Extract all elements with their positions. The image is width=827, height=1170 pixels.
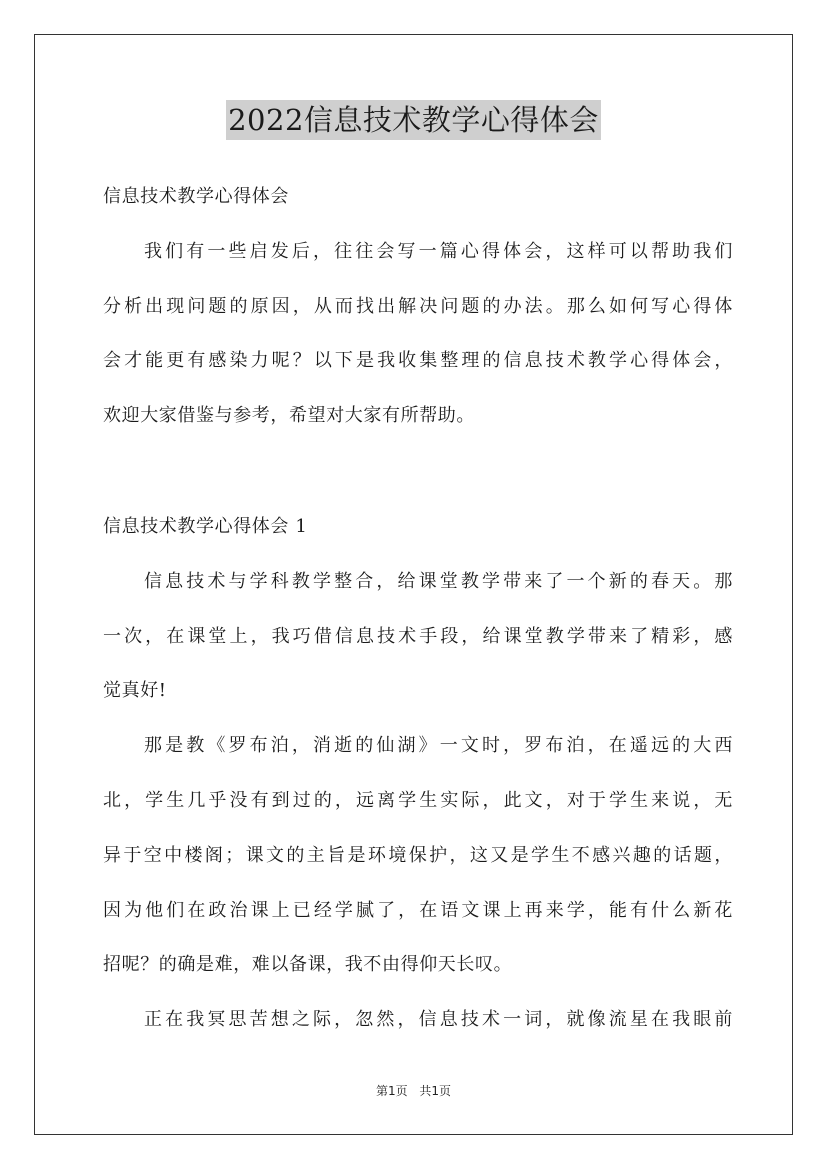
paragraph-line: 招呢？的确是难，难以备课，我不由得仰天长叹。 [103,954,513,976]
paragraph-line: 信息技术与学科教学整合，给课堂教学带来了一个新的春天。那 [144,570,733,592]
paragraph-line: 一次，在课堂上，我巧借信息技术手段，给课堂教学带来了精彩，感 [103,625,733,647]
subtitle: 信息技术教学心得体会 [103,186,289,207]
intro-line: 会才能更有感染力呢？以下是我收集整理的信息技术教学心得体会， [103,350,733,372]
title-area [0,100,827,140]
document-body [103,170,733,1048]
section-gap [103,444,733,500]
paragraph-line: 那是教《罗布泊，消逝的仙湖》一文时，罗布泊，在遥远的大西 [144,735,733,757]
page-total: 共1页 [419,1084,452,1098]
intro-line: 我们有一些启发后，往往会写一篇心得体会，这样可以帮助我们 [144,240,733,262]
paragraph-line: 北，学生几乎没有到过的，远离学生实际，此文，对于学生来说，无 [103,789,733,811]
intro-line: 分析出现问题的原因，从而找出解决问题的办法。那么如何写心得体 [103,295,733,317]
page-number: 第1页 [375,1084,408,1098]
intro-line: 欢迎大家借鉴与参考，希望对大家有所帮助。 [103,405,475,427]
paragraph-line: 因为他们在政治课上已经学腻了，在语文课上再来学，能有什么新花 [103,899,733,921]
page-footer [0,1082,827,1099]
paragraph-line: 觉真好! [103,680,167,702]
section-heading: 信息技术教学心得体会 1 [103,515,308,537]
document-title[interactable]: 2022信息技术教学心得体会 [226,100,601,140]
paragraph-line: 正在我冥思苦想之际，忽然，信息技术一词，就像流星在我眼前 [144,1009,733,1031]
paragraph-line: 异于空中楼阁；课文的主旨是环境保护，这又是学生不感兴趣的话题， [103,844,733,866]
